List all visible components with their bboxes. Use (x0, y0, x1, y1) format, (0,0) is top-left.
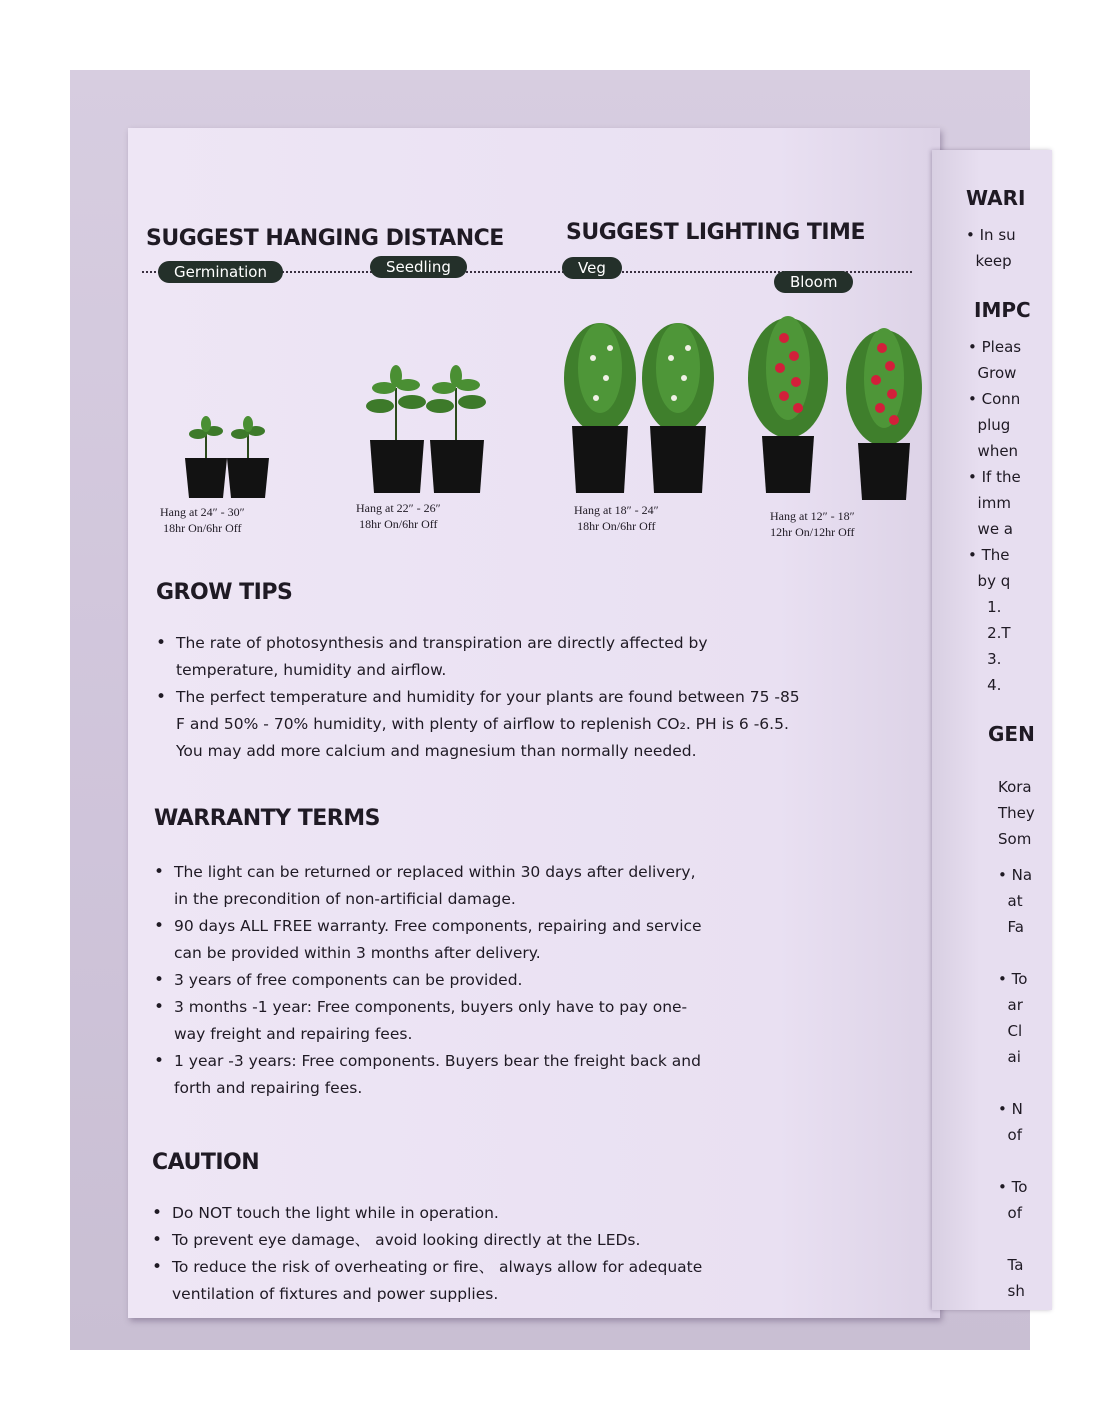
manual-right-page-partial (932, 150, 1052, 1310)
hang-distance-germination: Hang at 24″ - 30″ (160, 505, 245, 519)
bloom-plants-icon (748, 316, 922, 500)
right-general-heading: GEN (988, 722, 1035, 746)
veg-plants-icon (564, 323, 714, 493)
hanging-distance-heading: SUGGEST HANGING DISTANCE (146, 226, 504, 251)
list-item: • 3 years of free components can be provided. (154, 967, 704, 994)
hang-distance-bloom: Hang at 12″ - 18″ (770, 509, 855, 523)
list-item: • The light can be returned or replaced within 30 days after delivery, in the precondition of non-artificial damage. (154, 859, 704, 913)
list-item: • 1 year -3 years: Free components. Buyers bear the freight back and forth and repairing fees. (154, 1048, 704, 1102)
stage-info-veg (574, 502, 659, 534)
plant-illustrations (148, 328, 948, 508)
grow-tips-heading: GROW TIPS (156, 580, 293, 605)
list-item: • Do NOT touch the light while in operation. (152, 1200, 732, 1227)
stage-info-germination (160, 504, 245, 536)
stage-info-bloom (770, 508, 855, 540)
light-time-seedling: 18hr On/6hr Off (359, 517, 438, 531)
manual-left-page (128, 128, 940, 1318)
list-item: • The rate of photosynthesis and transpiration are directly affected by temperature, humidity and airflow. (156, 630, 806, 684)
list-item: • The perfect temperature and humidity for your plants are found between 75 -85 F and 50% - 70% humidity, with plenty of airflow to replenish CO₂. PH is 6 -6.5. You may add more calcium and magnesium than normally needed. (156, 684, 806, 765)
hang-distance-veg: Hang at 18″ - 24″ (574, 503, 659, 517)
caution-heading: CAUTION (152, 1150, 260, 1175)
seedling-plants-icon (366, 365, 486, 493)
right-general-text: Kora They Som (998, 778, 1035, 848)
right-warranty-text: • In su keep (966, 226, 1016, 270)
hang-distance-seedling: Hang at 22″ - 26″ (356, 501, 441, 515)
right-important-text: • Pleas Grow • Conn plug when • If the imm we a • The by q 1. 2.T 3. 4. (968, 338, 1022, 694)
list-item: • 3 months -1 year: Free components, buyers only have to pay one-way freight and repairing fees. (154, 994, 704, 1048)
light-time-germination: 18hr On/6hr Off (163, 521, 242, 535)
stage-pill-germination: Germination (158, 261, 283, 283)
right-important-heading: IMPC (974, 298, 1031, 322)
list-item: • To prevent eye damage、 avoid looking directly at the LEDs. (152, 1227, 732, 1254)
grow-tips-list (156, 630, 806, 765)
stage-pill-seedling: Seedling (370, 256, 467, 278)
light-time-bloom: 12hr On/12hr Off (770, 525, 855, 539)
list-item: • 90 days ALL FREE warranty. Free components, repairing and service can be provided within 3 months after delivery. (154, 913, 704, 967)
right-warranty-heading: WARI (966, 186, 1026, 210)
warranty-heading: WARRANTY TERMS (154, 806, 380, 831)
list-item: • To reduce the risk of overheating or fire、 always allow for adequate ventilation of fixtures and power supplies. (152, 1254, 732, 1308)
germination-plants-icon (185, 416, 269, 498)
caution-list (152, 1200, 732, 1308)
light-time-veg: 18hr On/6hr Off (577, 519, 656, 533)
photo-background (70, 70, 1035, 1350)
warranty-list (154, 859, 704, 1102)
stage-info-seedling (356, 500, 441, 532)
stage-pill-veg: Veg (562, 257, 622, 279)
right-general-list: • Na at Fa • To ar Cl ai • N of • To of Ta sh (998, 866, 1033, 1300)
stage-pill-bloom: Bloom (774, 271, 853, 293)
lighting-time-heading: SUGGEST LIGHTING TIME (566, 220, 865, 245)
